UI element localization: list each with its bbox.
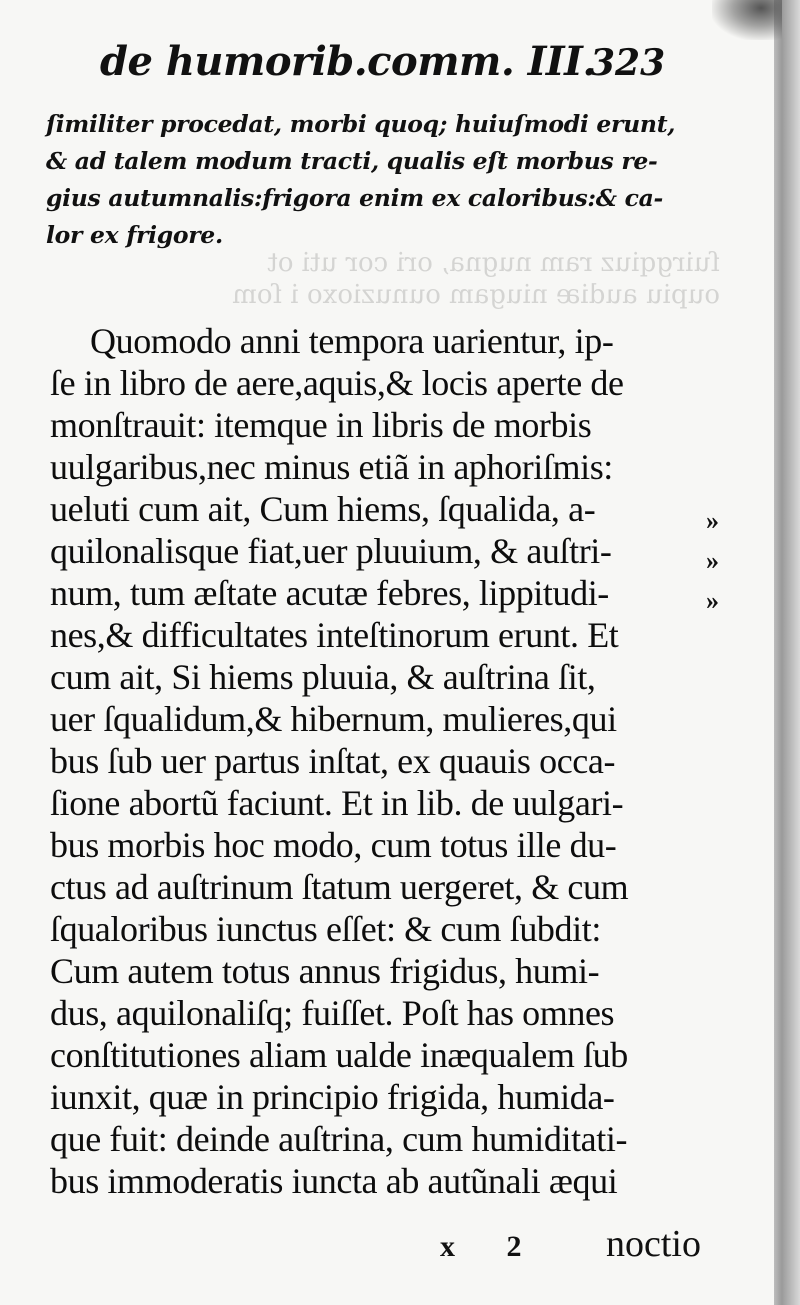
scan-corner-stain bbox=[712, 0, 782, 40]
text-line: quilonalisque fiat,uer pluuium, & auſtri- bbox=[50, 531, 612, 571]
text-line: cum ait, Si hiems pluuia, & auſtrina ſit, bbox=[50, 657, 596, 697]
text-line: & ad talem modum tracti, qualis eſt morbus re- bbox=[46, 147, 658, 175]
text-line: gius autumnalis:frigora enim ex caloribus:& ca- bbox=[46, 184, 663, 212]
text-line: bus immoderatis iuncta ab autũnali æqui bbox=[50, 1161, 618, 1201]
quotation-mark: » bbox=[706, 586, 719, 615]
page-number: 323 bbox=[590, 42, 666, 84]
text-line: bus ſub uer partus inſtat, ex quauis occa- bbox=[50, 741, 616, 781]
text-line: monſtrauit: itemque in libris de morbis bbox=[50, 405, 592, 445]
text-line: Quomodo anni tempora uarientur, ip- bbox=[90, 321, 614, 361]
text-line: lor ex frigore. bbox=[46, 221, 223, 249]
text-line: num, tum æſtate acutæ febres, lippitudi- bbox=[50, 573, 609, 613]
quotation-mark: » bbox=[706, 506, 719, 535]
bleed-through-line: oupiu audiæ niugam ounuzioxo i ſom bbox=[232, 280, 720, 310]
text-line: uer ſqualidum,& hibernum, mulieres,qui bbox=[50, 699, 617, 739]
text-line: iunxit, quæ in principio frigida, humida- bbox=[50, 1077, 615, 1117]
text-line: ctus ad auſtrinum ſtatum uergeret, & cum bbox=[50, 867, 629, 907]
body-paragraph bbox=[50, 320, 710, 1202]
text-line: dus, aquilonaliſq; fuiſſet. Poſt has omnes bbox=[50, 993, 615, 1033]
text-line: ſe in libro de aere,aquis,& locis aperte de bbox=[50, 363, 624, 403]
page-header bbox=[100, 38, 700, 98]
text-line: ſione abortũ faciunt. Et in lib. de uulgari- bbox=[50, 783, 624, 823]
text-line: ſqualoribus iunctus eſſet: & cum ſubdit: bbox=[50, 909, 601, 949]
running-head: de humorib.comm. III. bbox=[100, 38, 596, 85]
text-line: bus morbis hoc modo, cum totus ille du- bbox=[50, 825, 617, 865]
catchword: noctio bbox=[606, 1223, 701, 1265]
text-line: uulgaribus,nec minus etiã in aphoriſmis: bbox=[50, 447, 613, 487]
text-line: ueluti cum ait, Cum hiems, ſqualida, a- bbox=[50, 489, 596, 529]
scan-edge bbox=[774, 0, 800, 1305]
text-line: Cum autem totus annus frigidus, humi- bbox=[50, 951, 600, 991]
quotation-mark: » bbox=[706, 546, 719, 575]
text-line: que fuit: deinde auſtrina, cum humiditati- bbox=[50, 1119, 628, 1159]
text-line: nes,& difficultates inteſtinorum erunt. Et bbox=[50, 615, 619, 655]
page-footer bbox=[0, 1222, 800, 1272]
italic-paragraph bbox=[46, 106, 686, 254]
bleed-through-line: ſuirgqiuz ram nugna, ori cor uti ot bbox=[267, 248, 720, 278]
signature-mark: x 2 bbox=[440, 1230, 544, 1263]
text-line: conſtitutiones aliam ualde inæqualem ſub bbox=[50, 1035, 628, 1075]
text-line: ſimiliter procedat, morbi quoq; huiuſmodi erunt, bbox=[46, 110, 676, 138]
